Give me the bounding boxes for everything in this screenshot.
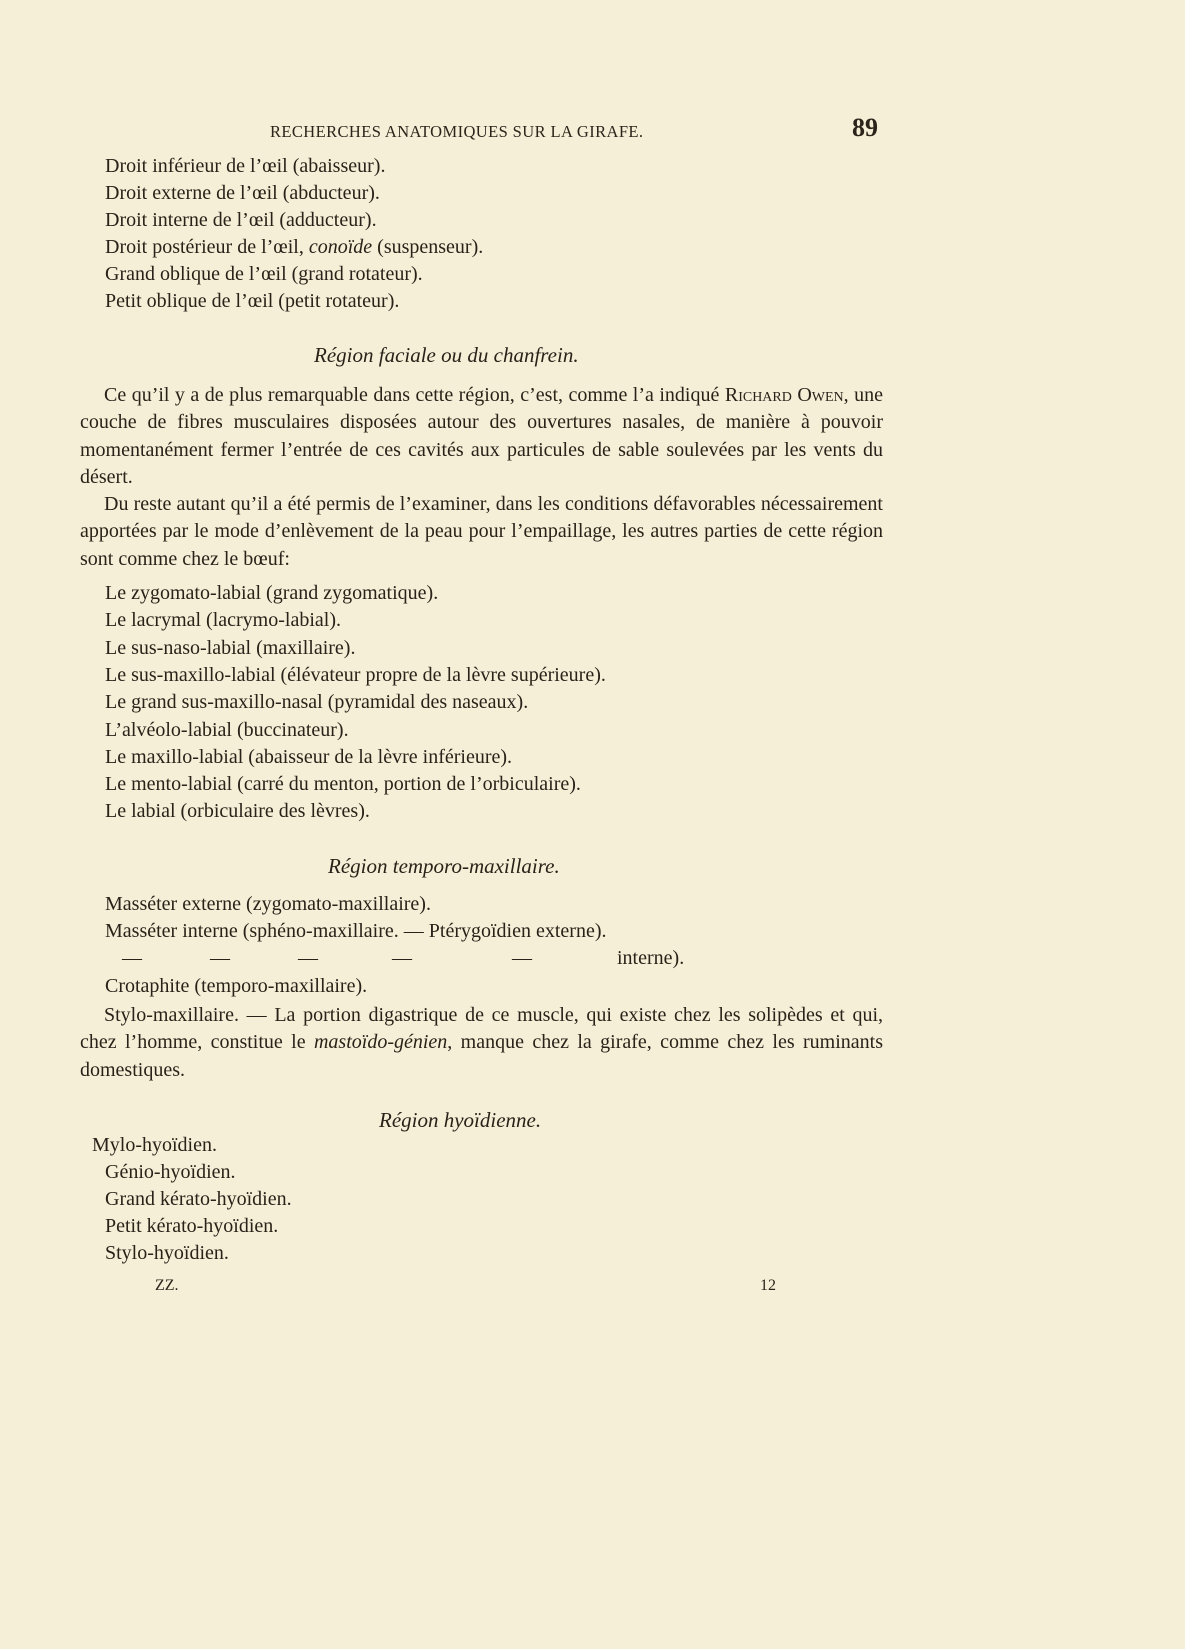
list-item: Droit externe de l’œil (abducteur). — [105, 182, 380, 204]
list-item: Le labial (orbiculaire des lèvres). — [105, 800, 370, 822]
list-item: Génio-hyoïdien. — [105, 1161, 236, 1183]
list-item: Grand oblique de l’œil (grand rotateur). — [105, 263, 423, 285]
list-item: Grand kérato-hyoïdien. — [105, 1188, 292, 1210]
page-number: 89 — [852, 113, 878, 142]
list-item: Crotaphite (temporo-maxillaire). — [105, 975, 368, 997]
list-item: Droit postérieur de l’œil, conoïde (suspenseur). — [105, 236, 484, 258]
list-item: Mylo-hyoïdien. — [92, 1134, 217, 1156]
ditto-dash: — — [122, 947, 142, 969]
sheet-number: 12 — [760, 1277, 776, 1294]
author-name: Richard Owen — [724, 384, 844, 406]
list-item: Stylo-hyoïdien. — [105, 1242, 229, 1264]
section-heading-temporo: Région temporo-maxillaire. — [328, 854, 560, 878]
ditto-dash: — — [392, 947, 412, 969]
list-item: Droit inférieur de l’œil (abaisseur). — [105, 155, 386, 177]
list-item: Le lacrymal (lacrymo-labial). — [105, 609, 341, 631]
list-item: Le sus-naso-labial (maxillaire). — [105, 637, 356, 659]
list-item: Le zygomato-labial (grand zygomatique). — [105, 582, 439, 604]
list-item: Le maxillo-labial (abaisseur de la lèvre inférieure). — [105, 746, 513, 768]
paragraph-faciale-1: Ce qu’il y a de plus remarquable dans cette région, c’est, comme l’a indiqué Richard Owen, une couche de fibres musculaires disposées autour des ouvertures nasales, de manière à pouvoir momentanément fermer l’entrée de ces cavités aux particules de sable soulevées par les vents du désert. — [80, 384, 884, 488]
list-item: Le mento-labial (carré du menton, portion de l’orbiculaire). — [105, 773, 581, 795]
running-header: RECHERCHES ANATOMIQUES SUR LA GIRAFE. — [270, 122, 644, 141]
paragraph-faciale-2: Du reste autant qu’il a été permis de l’examiner, dans les conditions défavorables nécessairement apportées par le mode d’enlèvement de la peau pour l’empaillage, les autres parties de cette région sont comme chez le bœuf: — [80, 493, 883, 570]
list-item: Masséter interne (sphéno-maxillaire. — Ptérygoïdien externe). — [105, 920, 607, 942]
list-item: Droit interne de l’œil (adducteur). — [105, 209, 377, 231]
ditto-dash: — — [298, 947, 318, 969]
list-item: Petit oblique de l’œil (petit rotateur). — [105, 290, 400, 312]
paragraph-temporo: Stylo-maxillaire. — La portion digastrique de ce muscle, qui existe chez les solipèdes et qui, chez l’homme, constitue le mastoïdo-génien, manque chez la girafe, comme chez les ruminants domestiques. — [80, 1004, 883, 1081]
list-item: Petit kérato-hyoïdien. — [105, 1215, 279, 1237]
ditto-dash: — — [512, 947, 532, 969]
section-heading-hyoidienne: Région hyoïdienne. — [379, 1108, 542, 1132]
list-item: L’alvéolo-labial (buccinateur). — [105, 719, 349, 741]
list-item: interne). — [617, 947, 685, 969]
section-heading-faciale: Région faciale ou du chanfrein. — [314, 343, 579, 367]
ditto-dash: — — [210, 947, 230, 969]
signature-mark: ZZ. — [155, 1277, 179, 1294]
list-item: Masséter externe (zygomato-maxillaire). — [105, 893, 431, 915]
list-item: Le sus-maxillo-labial (élévateur propre de la lèvre supérieure). — [105, 664, 606, 686]
list-item: Le grand sus-maxillo-nasal (pyramidal des naseaux). — [105, 691, 529, 713]
